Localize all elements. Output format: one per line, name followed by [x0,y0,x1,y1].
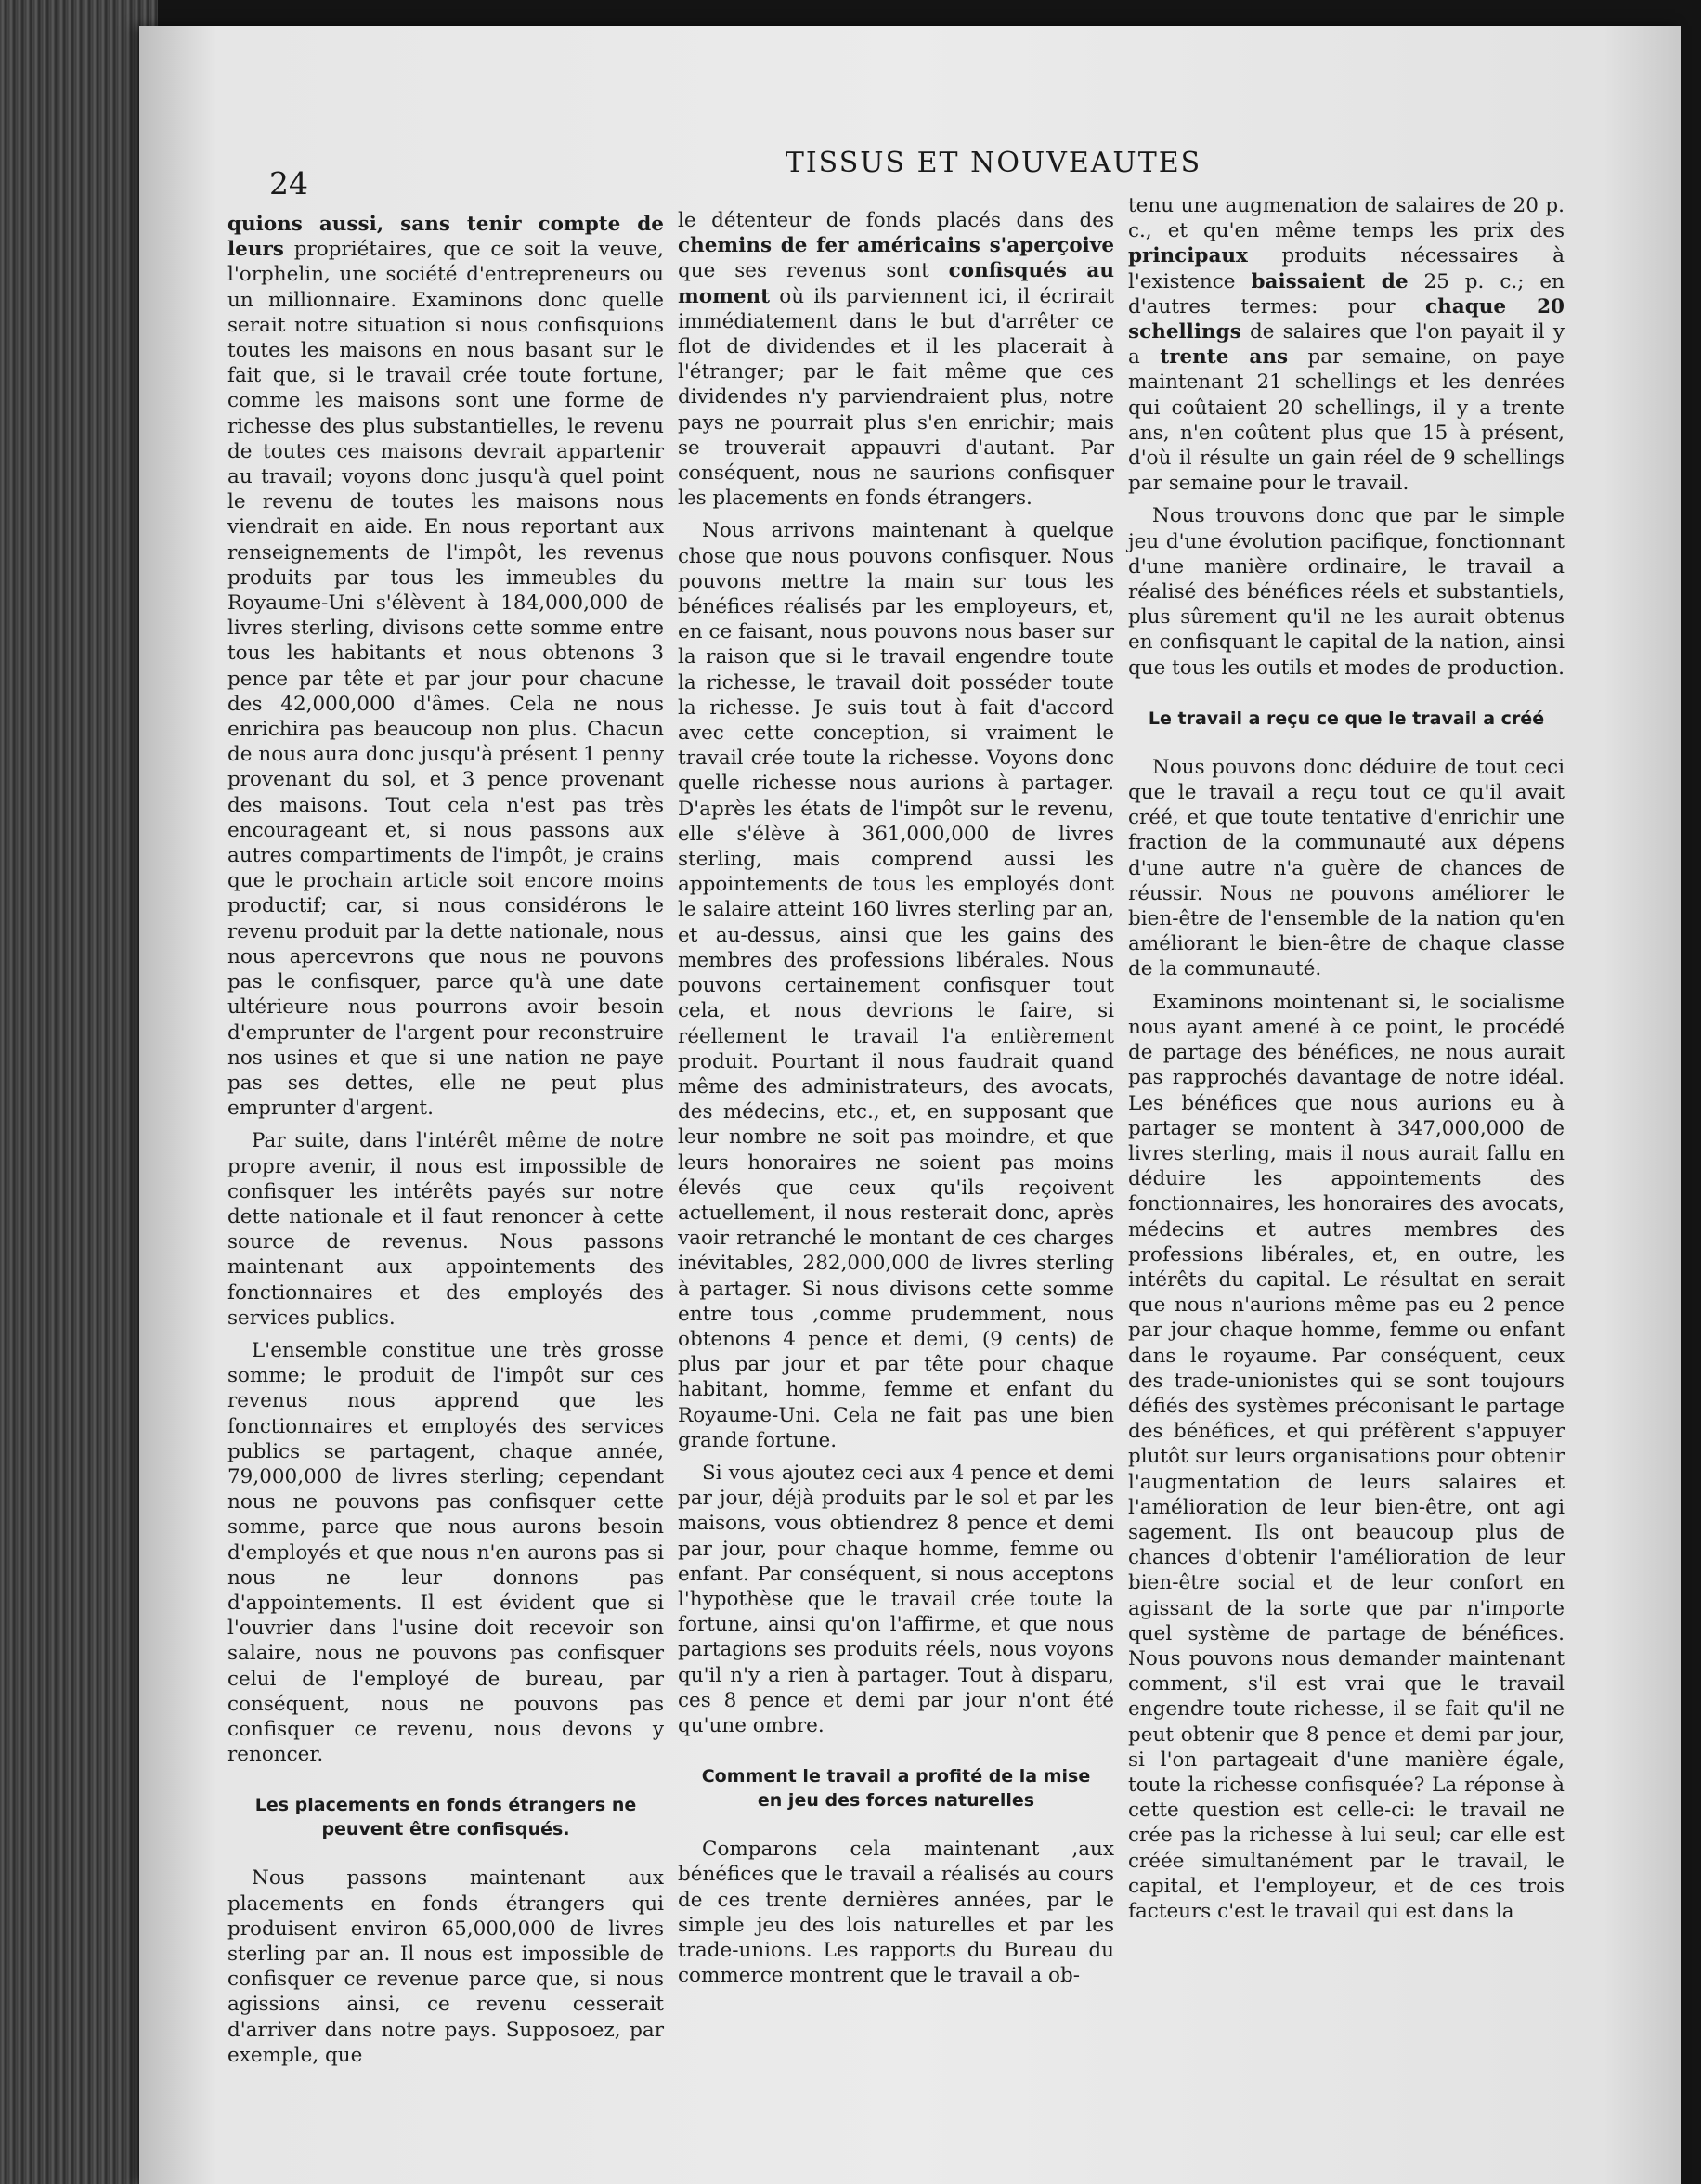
paragraph-text: produits nécessaires à l'existence [1128,244,1565,293]
paragraph: Examinons mointenant si, le socialisme nous ayant amené à ce point, le procédé de partage des bénéfices, ne nous aurait pas rapprochés davantage de notre idéal. Les bénéfices que nous aurions eu à partager se montent à 347,000,000 de livres sterling, mais il nous aurait fallu en déduire les appointements des fonctionnaires, les honoraires des avocats, médecins et autres membres des professions libérales, et, en outre, les intérêts du capital. Le résultat en serait que nous n'aurions même pas eu 2 pence par jour chaque homme, femme ou enfant dans le royaume. Par conséquent, ceux des trade-unionistes qui se sont toujours défiés des systèmes préconisant le partage des bénéfices, et qui préfèrent s'appuyer plutôt sur leurs organisations pour obtenir l'augmentation de leurs salaires et l'amélioration de leur bien-être, ont agi sagement. Ils ont beaucoup plus de chances d'obtenir l'amélioration de leur bien-être social et de leur confort en agissant de la sorte que par n'importe quel système de partage de bénéfices. Nous pouvons nous demander maintenant comment, s'il est vrai que le travail engendre toute richesse, il se fait qu'il ne peut obtenir que 8 pence et demi par jour, si l'on partageait d'une manière égale, toute la richesse confisquée? La réponse à cette question est celle-ci: le travail ne crée pas la richesse à lui seul; car elle est créée simultanément par le travail, le capital, et l'employeur, et de ces trois facteurs c'est le travail qui est dans la [1128,990,1565,1923]
paragraph-text: propriétaires, que ce soit la veuve, l'orphelin, une société d'entrepreneurs ou un millionnaire. Examinons donc quelle serait notre situation si nous confisquions toutes les maisons en nous basant sur le fait que, si le travail crée toute fortune, comme les maisons sont une forme de richesse des plus substantielles, le revenu de toutes ces maisons devrait appartenir au travail; voyons donc jusqu'à quel point le revenu de toutes les maisons nous viendrait en aide. En nous reportant aux renseignements de l'impôt, les revenus produits par tous les immeubles du Royaume-Uni s'élèvent à 184,000,000 de livres sterling, divisons cette somme entre tous les habitants et nous obtenons 3 pence par tête et par jour pour chacune des 42,000,000 d'âmes. Cela ne nous enrichira pas beaucoup non plus. Chacun de nous aura donc jusqu'à présent 1 penny provenant du sol, et 3 pence provenant des maisons. Tout cela n'est pas très encourageant et, si nous passons aux autres compartiments de l'impôt, je crains que le prochain article soit encore moins productif; car, si nous considérons le revenu produit par la dette nationale, nous nous apercevrons que nous ne pouvons pas le confisquer, parce qu'à une date ultérieure nous pourrons avoir besoin d'emprunter de l'argent pour reconstruire nos usines et que si une nation ne paye pas ses dettes, elle ne peut plus emprunter d'argent. [227,238,664,1121]
bold-text: quions aussi, sans tenir compte de leurs [227,213,664,262]
paragraph [1128,193,1565,496]
paragraph: Nous trouvons donc que par le simple jeu d'une évolution pacifique, fonctionnant d'une manière ordinaire, le travail a réalisé des bénéfices réels et substantiels, plus sûrement qu'il ne les aurait obtenus en confisquant le capital de la nation, ainsi que tous les outils et modes de production. [1128,504,1565,680]
paragraph: Comparons cela maintenant ,aux bénéfices que le travail a réalisés au cours de ces trente dernières années, par le simple jeu des lois naturelles et par les trade-unions. Les rapports du Bureau du commerce montrent que le travail a ob- [678,1838,1114,1988]
bold-text: chaque 20 schellings [1128,294,1565,344]
section-heading: Les placements en fonds étrangers ne peuvent être confisqués. [254,1795,637,1840]
paragraph: Si vous ajoutez ceci aux 4 pence et demi par jour, déjà produits par le sol et par les maisons, vous obtiendrez 8 pence et demi par jour, pour chaque homme, femme ou enfant. Par conséquent, si nous acceptons l'hypothèse que le travail crée toute la fortune, ainsi qu'on l'affirme, et que nous partagions ses produits réels, nous voyons qu'il n'y a rien à partager. Tout à disparu, ces 8 pence et demi par jour n'ont été qu'une ombre. [678,1461,1114,1737]
page [139,26,1681,2184]
paragraph-text: de salaires que l'on payait il y a [1128,320,1565,370]
paragraph-text: le détenteur de fonds placés dans des [678,209,1114,232]
section-heading: Comment le travail a profité de la mise en jeu des forces naturelles [701,1766,1091,1812]
paragraph: Nous pouvons donc déduire de tout ceci que le travail a reçu tout ce qu'il avait créé, et que toute tentative d'enrichir une fraction de la communauté aux dépens d'une autre n'a guère de chances de réussir. Nous ne pouvons améliorer le bien-être de l'ensemble de la nation qu'en améliorant le bien-être de chaque classe de la communauté. [1128,755,1565,982]
book-edge [0,0,158,2184]
bold-text: chemins de fer américains s'aperçoive [678,234,1114,258]
column-2 [678,208,1114,1996]
paragraph-text: où ils parviennent ici, il écrirait immédiatement dans le but d'arrêter ce flot de dividendes et il les placerait à l'étranger; par le fait même que ces dividendes n'y parviendraient plus, notre pays ne pourrait plus s'en enrichir; mais se trouverait appauvri d'autant. Par conséquent, nous ne saurions confisquer les placements en fonds étrangers. [678,284,1114,511]
section-heading: Le travail a reçu ce que le travail a créé [1148,708,1545,729]
paragraph-text: par semaine, on paye maintenant 21 schellings et les denrées qui coûtaient 20 schellings, il y a trente ans, n'en coûtent plus que 15 à présent, d'où il résulte un gain réel de 9 schellings par semaine pour le travail. [1128,345,1565,496]
running-title: TISSUS ET NOUVEAUTES [785,147,1202,179]
column-3 [1128,193,1565,1931]
bold-text: trente ans [1160,345,1289,370]
paragraph [227,212,664,1121]
paragraph-text: que ses revenus sont [678,259,929,283]
paragraph: L'ensemble constitue une très grosse somme; le produit de l'impôt sur ces revenus nous apprend que les fonctionnaires et employés des services publics se partagent, chaque année, 79,000,000 de livres sterling; cependant nous ne pouvons pas confisquer cette somme, parce que nous aurons besoin d'employés et que nous n'en aurons pas si nous ne leur donnons pas d'appointements. Il est évident que si l'ouvrier dans l'usine doit recevoir son salaire, nous ne pouvons pas confisquer celui de l'employé de bureau, par conséquent, nous ne pouvons pas confisquer ce revenu, nous devons y renoncer. [227,1338,664,1767]
paragraph: Par suite, dans l'intérêt même de notre propre avenir, il nous est impossible de confisquer les intérêts payés sur notre dette nationale et il faut renoncer à cette source de revenus. Nous passons maintenant aux appointements des fonctionnaires et des employés des services publics. [227,1129,664,1330]
page-number: 24 [269,165,308,202]
column-1 [227,212,664,2075]
paragraph [678,208,1114,511]
bold-text: confisqués au moment [678,259,1114,308]
bold-text: baissaient de [1251,269,1409,293]
paragraph-text: 25 p. c.; en d'autres termes: pour [1128,269,1565,318]
paragraph-text: tenu une augmenation de salaires de 20 p. c., et qu'en même temps les prix des [1128,194,1565,243]
paragraph: Nous passons maintenant aux placements en fonds étrangers qui produisent environ 65,000,000 de livres sterling par an. Il nous est impossible de confisquer ce revenue parce que, si nous agissions ainsi, ce revenu cesserait d'arriver dans notre pays. Supposoez, par exemple, que [227,1866,664,2067]
bold-text: principaux [1128,244,1248,268]
paragraph: Nous arrivons maintenant à quelque chose que nous pouvons confisquer. Nous pouvons mettre la main sur tous les bénéfices réalisés par les employeurs, et, en ce faisant, nous pouvons nous baser sur la raison que si le travail engendre toute la richesse, le travail doit posséder toute la richesse. Je suis tout à fait d'accord avec cette conception, si vraiment le travail crée toute la richesse. Voyons donc quelle richesse nous aurions à partager. D'après les états de l'impôt sur le revenu, elle s'élève à 361,000,000 de livres sterling, mais comprend aussi les appointements de tous les employés dont le salaire atteint 160 livres sterling par an, et au-dessus, ainsi que les gains des membres des professions libérales. Nous pouvons certainement confisquer tout cela, et nous devrions le faire, si réellement le travail l'a entièrement produit. Pourtant il nous faudrait quand même des administrateurs, des avocats, des médecins, etc., et, en supposant que leur nombre ne soit pas moindre, et que leurs honoraires ne soient pas moins élevés que ceux qu'ils reçoivent actuellement, il nous resterait donc, après vaoir retranché le montant de ces charges inévitables, 282,000,000 de livres sterling à partager. Si nous divisons cette somme entre tous ,comme prudemment, nous obtenons 4 pence et demi, (9 cents) de plus par jour et par tête pour chaque habitant, homme, femme et enfant du Royaume-Uni. Cela ne fait pas une bien grande fortune. [678,519,1114,1452]
